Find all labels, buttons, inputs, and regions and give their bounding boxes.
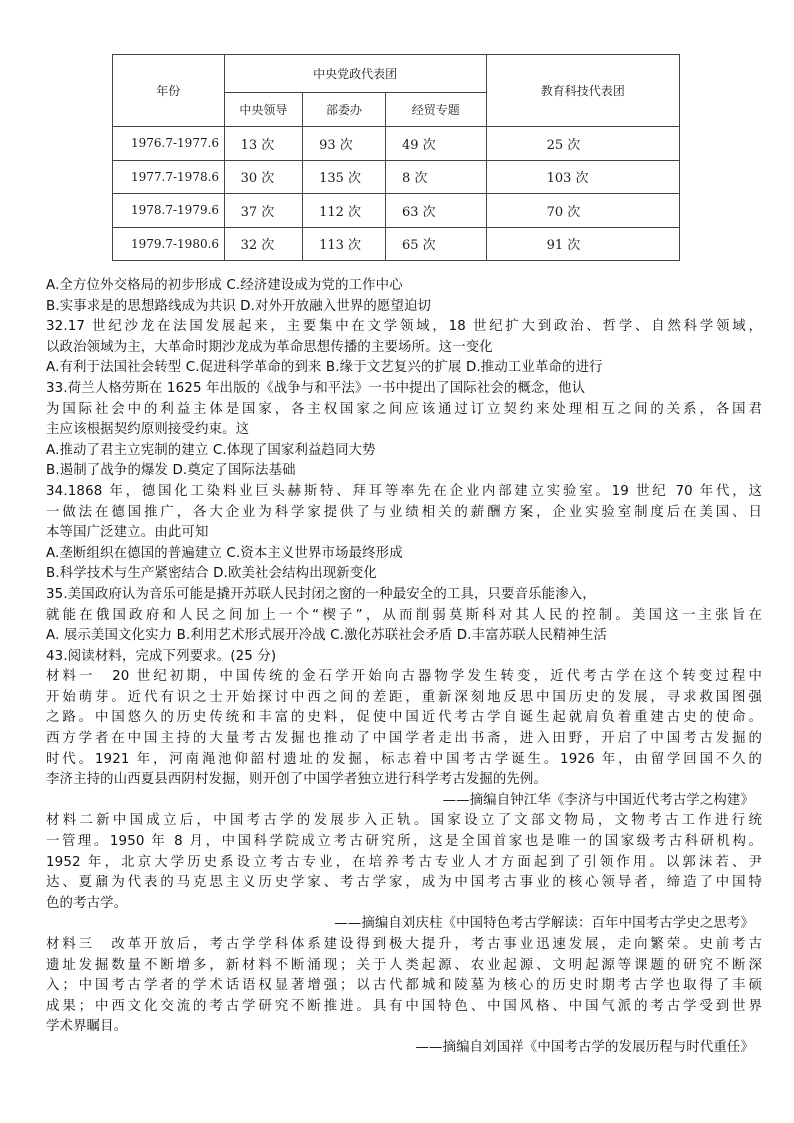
header-central-delegation: 中央党政代表团 <box>224 55 486 93</box>
cell-trade: 8 次 <box>385 160 486 193</box>
subheader-trade: 经贸专题 <box>385 92 486 127</box>
material-paragraph: 之路。中国悠久的历史传统和丰富的史料，促使中国近代考古学自诞生起就肩负着重建古史的使命。 <box>46 710 762 726</box>
material-source: ——摘编自钟江华《李济与中国近代考古学之构建》 <box>442 792 754 808</box>
cell-edu: 91 次 <box>486 227 679 261</box>
question-34-stem: 一做法在德国推广，各大企业为科学家提供了与业绩相关的薪酬方案，企业实验室制度后在美国、日 <box>46 504 762 520</box>
material-paragraph: 材料三 改革开放后，考古学学科体系建设得到极大提升，考古事业迅速发展，走向繁荣。史前考古 <box>46 937 762 952</box>
question-32-stem: 32.17 世纪沙龙在法国发展起来，主要集中在文学领域，18 世纪扩大到政治、哲学、自然科学领域， <box>46 319 762 335</box>
material-source: ——摘编自刘庆柱《中国特色考古学解读：百年中国考古学史之思考》 <box>334 916 754 932</box>
question-34-stem: 本等国广泛建立。由此可知 <box>46 525 209 541</box>
question-32-stem: 以政治领域为主，大革命时期沙龙成为革命思想传播的主要场所。这一变化 <box>46 339 493 355</box>
table-row <box>113 127 680 160</box>
cell-central-leaders: 30 次 <box>224 160 302 193</box>
table-row <box>113 160 680 193</box>
question-text <box>46 276 762 1059</box>
question-43-heading: 43.阅读材料，完成下列要求。(25 分) <box>46 648 277 664</box>
cell-central-leaders: 13 次 <box>224 127 302 160</box>
question-34-stem: 34.1868 年，德国化工染料业巨头赫斯特、拜耳等率先在企业内部建立实验室。19 世纪 70 年代，这 <box>46 483 762 499</box>
cell-ministries: 112 次 <box>303 194 386 227</box>
option-line: B.实事求是的思想路线成为共识 D.对外开放融入世界的愿望迫切 <box>46 298 432 314</box>
question-33-stem: 33.荷兰人格劳斯在 1625 年出版的《战争与和平法》一书中提出了国际社会的概念，他认 <box>46 380 586 396</box>
table-row <box>113 194 680 227</box>
cell-ministries: 93 次 <box>303 127 386 160</box>
cell-year: 1979.7-1980.6 <box>113 227 225 261</box>
option-line: A.全方位外交格局的初步形成 C.经济建设成为党的工作中心 <box>46 278 403 293</box>
material-paragraph: 学术界瞩目。 <box>46 1019 128 1035</box>
question-35-stem: 35.美国政府认为音乐可能是撬开苏联人民封闭之窗的一种最安全的工具，只要音乐能渗入， <box>46 586 596 602</box>
material-paragraph: 材料一 20 世纪初期，中国传统的金石学开始向古器物学发生转变，近代考古学在这个转变过程中 <box>46 669 762 685</box>
table-row <box>113 227 680 261</box>
cell-central-leaders: 37 次 <box>224 194 302 227</box>
option-line: A. 展示美国文化实力 B.利用艺术形式展开冷战 C.激化苏联社会矛盾 D.丰富苏联人民精神生活 <box>46 628 608 644</box>
cell-trade: 49 次 <box>385 127 486 160</box>
material-paragraph: 西方学者在中国主持的大量考古发掘也推动了中国学者走出书斋，进入田野，开启了中国考古发掘的 <box>46 731 762 747</box>
table-header-row <box>113 55 680 93</box>
material-paragraph: 入；中国考古学者的学术话语权显著增强；以古代都城和陵墓为核心的历史时期考古学也取得了丰硕 <box>46 978 762 994</box>
question-33-stem: 主应该根据契约原则接受约束。这 <box>46 422 250 438</box>
option-line: A.有利于法国社会转型 C.促进科学革命的到来 B.缘于文艺复兴的扩展 D.推动工业革命的进行 <box>46 360 603 376</box>
material-paragraph: 成果；中西文化交流的考古学研究不断推进。具有中国特色、中国风格、中国气派的考古学受到世界 <box>46 998 762 1014</box>
header-edu-delegation: 教育科技代表团 <box>486 55 679 127</box>
material-paragraph: 一管理。1950 年 8 月，中国科学院成立考古研究所，这是全国首家也是唯一的国家级考古科研机构。 <box>46 834 762 850</box>
material-paragraph: 色的考古学。 <box>46 895 128 911</box>
header-year: 年份 <box>113 55 225 127</box>
material-paragraph: 开始萌芽。近代有识之士开始探讨中西之间的差距，重新深刻地反思中国历史的发展，寻求救国图强 <box>46 689 762 705</box>
material-paragraph: 李济主持的山西夏县西阴村发掘，则开创了中国学者独立进行科学考古发掘的先例。 <box>46 772 548 788</box>
delegation-table <box>112 54 680 261</box>
question-33-stem: 为国际社会中的利益主体是国家，各主权国家之间应该通过订立契约来处理相互之间的关系，各国君 <box>46 401 762 417</box>
material-paragraph: 1952 年，北京大学历史系设立考古专业，在培养考古专业人才方面起到了引领作用。以郭沫若、尹 <box>46 854 762 870</box>
option-line: B.遏制了战争的爆发 D.奠定了国际法基础 <box>46 463 296 479</box>
material-source: ——摘编自刘国祥《中国考古学的发展历程与时代重任》 <box>415 1039 754 1055</box>
subheader-ministries: 部委办 <box>303 92 386 127</box>
question-35-stem: 就能在俄国政府和人民之间加上一个“楔子”，从而削弱莫斯科对其人民的控制。美国这一主张旨在 <box>46 607 762 623</box>
material-paragraph: 材料二新中国成立后，中国考古学的发展步入正轨。国家设立了文部文物局，文物考古工作进行统 <box>46 813 762 829</box>
cell-central-leaders: 32 次 <box>224 227 302 261</box>
option-line: A.推动了君主立宪制的建立 C.体现了国家利益趋同大势 <box>46 442 376 458</box>
cell-edu: 25 次 <box>486 127 679 160</box>
material-paragraph: 遗址发掘数量不断增多，新材料不断涌现；关于人类起源、农业起源、文明起源等课题的研究不断深 <box>46 957 762 973</box>
option-line: B.科学技术与生产紧密结合 D.欧美社会结构出现新变化 <box>46 566 377 582</box>
cell-trade: 65 次 <box>385 227 486 261</box>
option-line: A.垄断组织在德国的普遍建立 C.资本主义世界市场最终形成 <box>46 545 403 561</box>
cell-year: 1976.7-1977.6 <box>113 127 225 160</box>
cell-trade: 63 次 <box>385 194 486 227</box>
material-paragraph: 达、夏鼐为代表的马克思主义历史学家、考古学家，成为中国考古事业的核心领导者，缔造了中国特 <box>46 875 762 891</box>
cell-ministries: 113 次 <box>303 227 386 261</box>
cell-edu: 103 次 <box>486 160 679 193</box>
subheader-central-leaders: 中央领导 <box>224 92 302 127</box>
cell-year: 1977.7-1978.6 <box>113 160 225 193</box>
material-paragraph: 时代。1921 年，河南渑池仰韶村遗址的发掘，标志着中国考古学诞生。1926 年，由留学回国不久的 <box>46 751 762 767</box>
cell-year: 1978.7-1979.6 <box>113 194 225 227</box>
cell-edu: 70 次 <box>486 194 679 227</box>
cell-ministries: 135 次 <box>303 160 386 193</box>
